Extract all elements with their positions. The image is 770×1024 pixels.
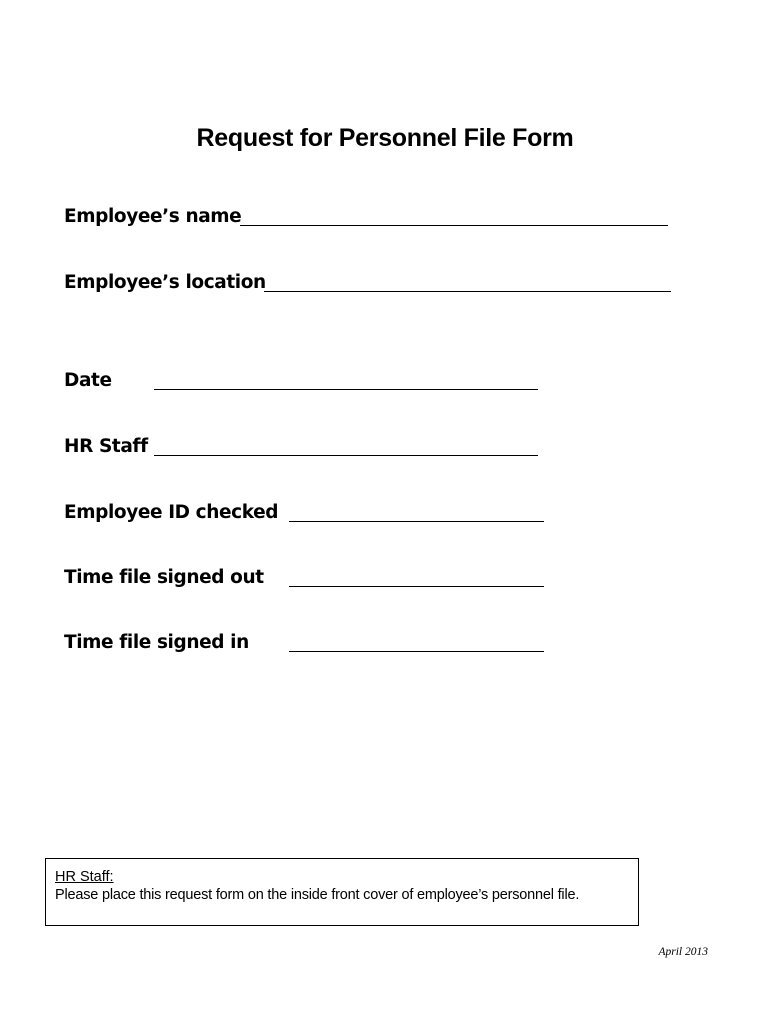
date-field bbox=[64, 370, 544, 396]
hr-staff-input-line[interactable] bbox=[154, 455, 538, 456]
time-signed-out-field bbox=[64, 567, 549, 593]
hr-staff-label: HR Staff bbox=[64, 436, 148, 457]
time-signed-out-input-line[interactable] bbox=[289, 586, 544, 587]
employee-name-field bbox=[64, 206, 674, 232]
employee-name-label: Employee’s name bbox=[64, 206, 242, 227]
employee-id-checked-input-line[interactable] bbox=[289, 521, 544, 522]
employee-location-field bbox=[64, 272, 674, 298]
employee-name-input-line[interactable] bbox=[240, 225, 668, 226]
employee-location-input-line[interactable] bbox=[264, 291, 671, 292]
employee-location-label: Employee’s location bbox=[64, 272, 266, 293]
notice-text: Please place this request form on the inside front cover of employee’s personnel file. bbox=[55, 887, 580, 903]
time-signed-in-field bbox=[64, 632, 549, 658]
time-signed-in-label: Time file signed in bbox=[64, 632, 249, 653]
hr-staff-notice-box bbox=[45, 858, 639, 926]
date-label: Date bbox=[64, 370, 112, 391]
form-title: Request for Personnel File Form bbox=[196, 124, 574, 152]
time-signed-in-input-line[interactable] bbox=[289, 651, 544, 652]
revision-date: April 2013 bbox=[658, 946, 708, 958]
employee-id-checked-label: Employee ID checked bbox=[64, 502, 279, 523]
notice-heading: HR Staff: bbox=[55, 869, 114, 885]
hr-staff-field bbox=[64, 436, 544, 462]
date-input-line[interactable] bbox=[154, 389, 538, 390]
employee-id-checked-field bbox=[64, 502, 549, 528]
time-signed-out-label: Time file signed out bbox=[64, 567, 264, 588]
